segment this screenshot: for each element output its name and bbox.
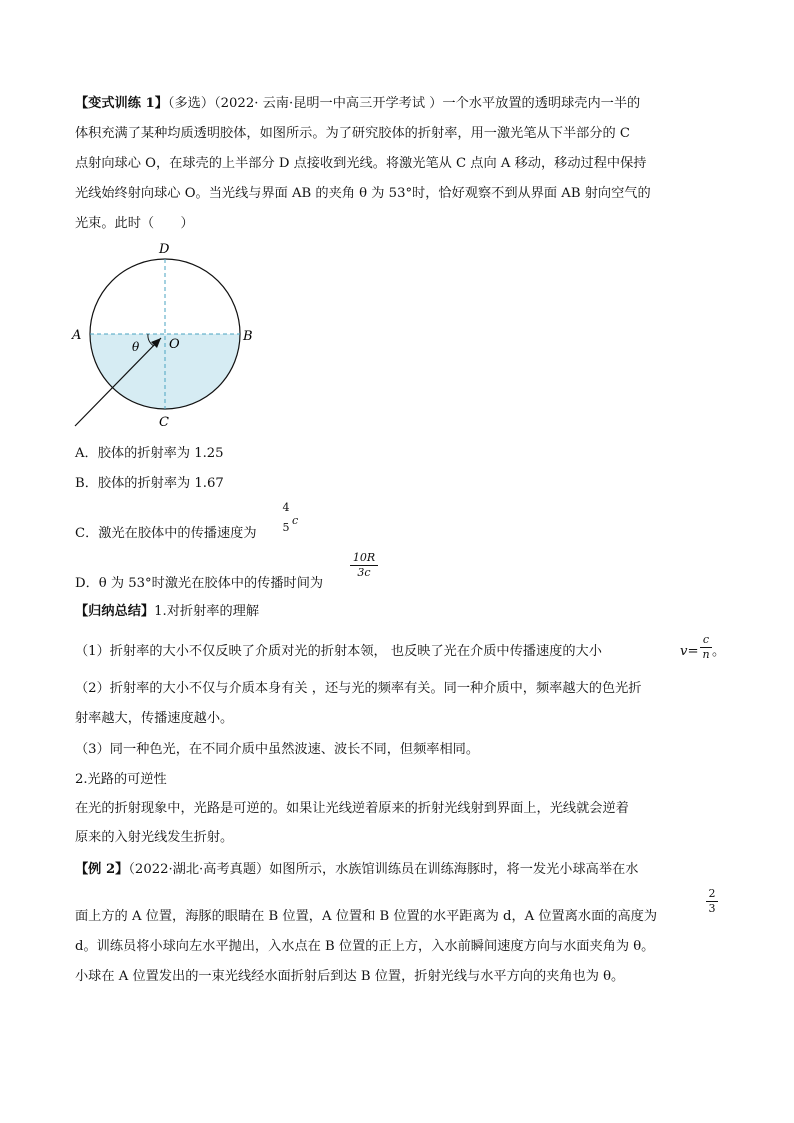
summary-heading [75,603,259,621]
option-d-text: D．θ 为 53°时激光在胶体中的传播时间为 [75,576,324,591]
option-d [75,575,323,593]
label-o: O [169,337,180,352]
option-c-text: C．激光在胶体中的传播速度为 [75,526,257,541]
option-c-tail: c [292,514,299,527]
option-d-numerator: 10R [352,551,376,564]
option-a: A．胶体的折射率为 1.25 [75,446,224,461]
option-d-fraction [350,552,378,579]
question-1-line-1 [75,95,640,113]
label-theta: θ [132,340,140,354]
option-c [75,525,257,543]
sphere-figure [60,238,280,433]
label-d: D [159,242,170,257]
example-2-height-denominator: 3 [708,902,716,915]
example-2-tag: 【例 2】 [75,862,129,877]
option-d-denominator: 3c [357,566,371,579]
question-1-line-2: 体积充满了某种均质透明胶体，如图所示。为了研究胶体的折射率，用一激光笔从下半部分的 C [75,126,630,141]
question-1-tag: 【变式训练 1】 [75,96,168,111]
summary-point-1-numerator: c [702,633,710,646]
example-2-text-1: （2022·湖北·高考真题）如图所示，水族馆训练员在训练海豚时，将一发光小球高举在水 [128,862,639,877]
option-c-fraction [280,502,292,534]
summary-point-1-fraction [700,634,712,661]
summary-point-1-denominator: n [702,648,710,661]
label-c: C [159,415,169,430]
question-1-line-5: 光束。此时（ ） [75,216,194,231]
option-b: B．胶体的折射率为 1.67 [75,476,224,491]
example-2-line-3: d。训练员将小球向左水平抛出，入水点在 B 位置的正上方，入水前瞬间速度方向与水面夹角为 θ。 [75,939,655,954]
question-1-line-3: 点射向球心 O，在球壳的上半部分 D 点接收到光线。将激光笔从 C 点向 A 移动，移动过程中保持 [75,156,647,171]
example-2-height-numerator: 2 [708,887,716,900]
question-1-text-1: （多选）（2022· 云南·昆明一中高三开学考试 ）一个水平放置的透明球壳内一半的 [167,96,641,111]
summary-point-1-text: （1）折射率的大小不仅反映了介质对光的折射本领， 也反映了光在介质中传播速度的大小 [75,644,602,659]
summary-point-3: （3）同一种色光，在不同介质中虽然波速、波长不同，但频率相同。 [75,742,480,757]
summary-tag: 【归纳总结】 [75,604,155,619]
question-1-line-4: 光线始终射向球心 O。当光线与界面 AB 的夹角 θ 为 53°时，恰好观察不到从界面 AB 射向空气的 [75,186,651,201]
example-2-line-1 [75,861,638,879]
example-2-height-fraction [706,888,718,915]
summary-point-1-formula-lhs: v= [680,644,699,659]
summary-section-2-line-1: 在光的折射现象中，光路是可逆的。如果让光线逆着原来的折射光线射到界面上，光线就会逆着 [75,801,629,816]
example-2-line-4: 小球在 A 位置发出的一束光线经水面折射后到达 B 位置，折射光线与水平方向的夹角也为 θ。 [75,969,625,984]
summary-section-2-line-2: 原来的入射光线发生折射。 [75,830,234,845]
summary-point-2-line-2: 射率越大，传播速度越小。 [75,711,234,726]
summary-point-1 [75,643,602,661]
example-2-line-2: 面上方的 A 位置，海豚的眼睛在 B 位置，A 位置和 B 位置的水平距离为 d，A 位置离水面的高度为 [75,909,658,924]
summary-title: 1.对折射率的理解 [154,604,260,619]
summary-point-2-line-1: （2）折射率的大小不仅与介质本身有关 ，还与光的频率有关。同一种介质中，频率越大的色光折 [75,681,642,696]
label-a: A [72,328,82,343]
option-c-numerator: 4 [282,501,290,514]
label-b: B [243,329,253,344]
summary-section-2-title: 2.光路的可逆性 [75,772,167,787]
summary-point-1-end: 。 [712,644,726,659]
option-c-denominator: 5 [282,521,290,534]
